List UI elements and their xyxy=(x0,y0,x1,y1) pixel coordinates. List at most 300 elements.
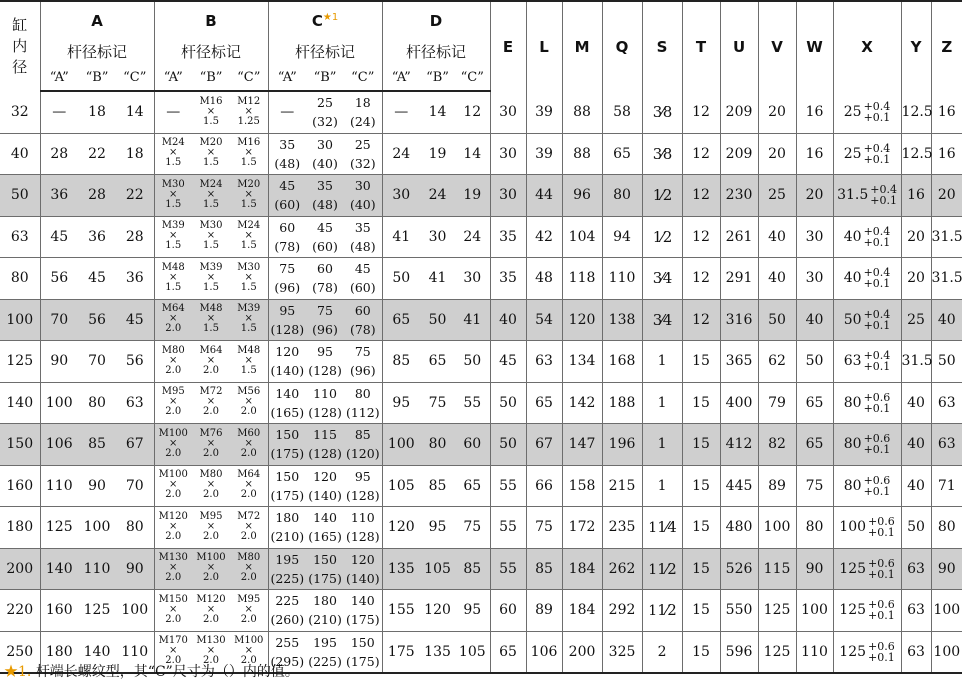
header-w: W xyxy=(796,1,833,91)
dim-c-cell xyxy=(306,590,344,632)
thread-spec-line: × xyxy=(244,396,253,408)
rod-mark-header: “A” xyxy=(154,64,192,91)
bore-cell: 180 xyxy=(0,507,40,549)
c-value-pair xyxy=(270,591,304,629)
thread-spec-line: 2.0 xyxy=(165,323,182,335)
thread-spec-line: M80 xyxy=(237,552,261,564)
dim-u-cell: 261 xyxy=(720,216,758,258)
thread-spec-line: M72 xyxy=(237,510,261,522)
dim-y-cell: 40 xyxy=(901,424,931,466)
dim-l-cell: 63 xyxy=(526,341,562,383)
thread-spec xyxy=(237,180,260,210)
dim-t-cell: 12 xyxy=(682,175,720,217)
c-value-pair xyxy=(274,218,300,256)
dim-e-cell: 30 xyxy=(490,175,526,217)
c-value-line: 140 xyxy=(313,510,337,526)
dim-a-cell: 56 xyxy=(116,341,154,383)
dim-x-cell xyxy=(833,91,901,133)
thread-spec xyxy=(200,97,223,127)
dim-u-cell: 445 xyxy=(720,465,758,507)
c-value-line: 120 xyxy=(275,344,300,360)
dim-z-cell: 100 xyxy=(931,590,962,632)
thread-spec-line: 2.0 xyxy=(165,406,182,418)
table-row xyxy=(0,341,962,383)
c-value-line: 35 xyxy=(279,136,296,152)
dim-e-cell: 45 xyxy=(490,341,526,383)
dim-b-cell xyxy=(154,341,192,383)
dim-m-cell: 118 xyxy=(562,258,602,300)
x-lower: +0.1 xyxy=(863,360,891,374)
dim-b-cell xyxy=(154,590,192,632)
table-row xyxy=(0,465,962,507)
dim-c-cell xyxy=(306,507,344,549)
table-row xyxy=(0,424,962,466)
dim-c-cell xyxy=(344,382,382,424)
thread-spec-line: 1.5 xyxy=(240,281,257,293)
dim-d-cell: 19 xyxy=(455,175,490,217)
x-lower: +0.1 xyxy=(863,484,891,498)
thread-spec-line: × xyxy=(206,396,216,408)
c-value-line: (60) xyxy=(312,238,338,254)
rod-mark-header: “A” xyxy=(268,64,306,91)
table-row xyxy=(0,216,962,258)
dim-v-cell: 82 xyxy=(758,424,796,466)
c-value-line: 35 xyxy=(317,178,333,194)
thread-spec xyxy=(237,512,260,542)
thread-spec-line: × xyxy=(244,603,253,615)
c-value-line: 30 xyxy=(354,178,371,194)
thread-spec-line: × xyxy=(244,479,253,491)
c-value-line: (112) xyxy=(345,404,380,420)
group-d-sub: 杆径标记 xyxy=(382,39,490,64)
c-value-line: (48) xyxy=(274,155,301,171)
thread-spec-line: × xyxy=(206,645,216,657)
thread-spec-line: M48 xyxy=(237,344,261,356)
c-value-pair xyxy=(312,301,338,339)
dim-e-cell: 65 xyxy=(490,631,526,673)
dim-c-cell xyxy=(268,216,306,258)
c-value-line: 95 xyxy=(279,302,296,318)
dim-a-cell: 56 xyxy=(78,299,116,341)
dim-a-cell: 110 xyxy=(40,465,78,507)
x-base: 40 xyxy=(843,270,862,287)
dim-d-cell: 24 xyxy=(455,216,490,258)
thread-spec xyxy=(237,346,260,376)
thread-spec-line: 1.5 xyxy=(203,198,219,210)
thread-spec-line: × xyxy=(206,520,216,532)
c-value-pair xyxy=(350,301,376,339)
dim-v-cell: 79 xyxy=(758,382,796,424)
c-value-line: (40) xyxy=(312,155,338,171)
c-value-pair xyxy=(270,342,304,380)
c-value-pair xyxy=(346,591,380,629)
c-value-line: 60 xyxy=(354,302,371,318)
thread-spec-line: × xyxy=(244,313,253,325)
dim-d-cell: 95 xyxy=(420,507,455,549)
dim-a-cell: 100 xyxy=(116,590,154,632)
s-fraction: 3⁄4 xyxy=(652,269,672,288)
thread-spec-line: M130 xyxy=(196,635,226,647)
dim-c-cell xyxy=(306,216,344,258)
c-value-pair xyxy=(308,384,342,422)
dim-s-cell xyxy=(642,548,682,590)
dim-w-cell: 65 xyxy=(796,424,833,466)
bore-cell: 140 xyxy=(0,382,40,424)
thread-spec xyxy=(237,470,260,500)
x-tolerance xyxy=(844,392,891,414)
dim-l-cell: 67 xyxy=(526,424,562,466)
dim-d-cell: 19 xyxy=(420,133,455,175)
bore-cell: 40 xyxy=(0,133,40,175)
thread-spec-line: M16 xyxy=(199,95,223,107)
bore-cell: 100 xyxy=(0,299,40,341)
thread-spec-line: 2.0 xyxy=(240,572,257,584)
dim-c-cell xyxy=(268,465,306,507)
thread-spec-line: × xyxy=(206,313,216,325)
thread-spec-line: 2.0 xyxy=(240,530,257,542)
dim-w-cell: 90 xyxy=(796,548,833,590)
dim-s-cell: 1 xyxy=(642,341,682,383)
c-value-line: 150 xyxy=(275,468,300,484)
dim-e-cell: 35 xyxy=(490,258,526,300)
x-lower: +0.1 xyxy=(863,318,891,332)
c-value-line: (128) xyxy=(308,363,342,379)
dim-a-cell: 100 xyxy=(40,382,78,424)
c-value-line: (128) xyxy=(308,446,342,462)
thread-spec-line: M95 xyxy=(199,510,223,522)
dim-d-cell: 100 xyxy=(382,424,420,466)
c-value-line: 30 xyxy=(317,136,333,152)
table-row xyxy=(0,258,962,300)
dim-d-cell: 60 xyxy=(455,424,490,466)
dim-e-cell: 35 xyxy=(490,216,526,258)
rod-mark-header: “B” xyxy=(192,64,230,91)
rod-mark-header: “C” xyxy=(230,64,268,91)
c-value-line: (210) xyxy=(308,612,342,628)
dim-b-cell xyxy=(230,548,268,590)
dim-d-cell: 12 xyxy=(455,91,490,133)
dim-d-cell: 24 xyxy=(420,175,455,217)
x-tolerance xyxy=(844,433,891,455)
dim-c-cell xyxy=(268,382,306,424)
c-value-pair xyxy=(274,176,300,214)
dim-c-cell xyxy=(344,548,382,590)
dim-z-cell: 100 xyxy=(931,631,962,673)
dim-s-cell xyxy=(642,175,682,217)
dim-m-cell: 184 xyxy=(562,590,602,632)
dim-q-cell: 188 xyxy=(602,382,642,424)
dim-l-cell: 54 xyxy=(526,299,562,341)
dim-c-cell xyxy=(344,590,382,632)
c-value-line: (225) xyxy=(270,570,305,586)
dim-t-cell: 15 xyxy=(682,590,720,632)
x-upper: +0.4 xyxy=(863,307,891,321)
thread-spec-line: M95 xyxy=(237,593,261,605)
dim-c-cell xyxy=(306,299,344,341)
thread-spec xyxy=(200,304,223,334)
c-value-line: (128) xyxy=(308,404,342,420)
dim-y-cell: 31.5 xyxy=(901,341,931,383)
x-tolerance xyxy=(839,599,894,621)
x-tolerance-values xyxy=(868,558,895,580)
thread-spec xyxy=(159,595,188,625)
thread-spec-line: 1.5 xyxy=(203,323,219,335)
dim-c-cell xyxy=(306,175,344,217)
c-value-pair xyxy=(308,467,342,505)
bore-cell: 125 xyxy=(0,341,40,383)
x-tolerance-values xyxy=(864,309,891,331)
dim-c-cell xyxy=(344,631,382,673)
dim-a-cell: 18 xyxy=(116,133,154,175)
dim-d-cell: 65 xyxy=(382,299,420,341)
dim-e-cell: 60 xyxy=(490,590,526,632)
thread-spec-line: 2.0 xyxy=(203,655,219,667)
dim-d-cell: 41 xyxy=(420,258,455,300)
dim-b-cell xyxy=(154,299,192,341)
s-fraction: 3⁄8 xyxy=(652,144,672,163)
thread-spec-line: × xyxy=(169,147,178,159)
thread-spec-line: × xyxy=(244,188,253,200)
dim-w-cell: 110 xyxy=(796,631,833,673)
c-value-line: 195 xyxy=(275,551,300,567)
dim-d-cell: 75 xyxy=(420,382,455,424)
x-tolerance-values xyxy=(868,599,895,621)
rod-mark-header: “C” xyxy=(455,64,490,91)
dim-b-cell xyxy=(192,590,230,632)
dim-x-cell xyxy=(833,507,901,549)
dim-e-cell: 50 xyxy=(490,382,526,424)
dim-u-cell: 550 xyxy=(720,590,758,632)
c-value-line: 18 xyxy=(354,95,371,111)
c-value-line: (175) xyxy=(345,612,380,628)
thread-spec-line: 1.5 xyxy=(240,240,257,252)
thread-spec xyxy=(200,387,223,417)
dim-d-cell: 30 xyxy=(420,216,455,258)
rod-mark-header: “A” xyxy=(382,64,420,91)
thread-spec-line: × xyxy=(206,188,216,200)
dim-l-cell: 85 xyxy=(526,548,562,590)
x-tolerance xyxy=(844,101,891,123)
dim-t-cell: 15 xyxy=(682,424,720,466)
x-lower: +0.1 xyxy=(863,152,891,166)
thread-spec-line: M72 xyxy=(199,386,223,398)
x-lower: +0.1 xyxy=(863,110,891,124)
dim-d-cell: — xyxy=(382,91,420,133)
thread-spec xyxy=(200,221,223,251)
dim-y-cell: 63 xyxy=(901,548,931,590)
thread-spec-line: × xyxy=(206,147,216,159)
thread-spec-line: M120 xyxy=(158,510,188,522)
group-header-d xyxy=(382,1,490,39)
thread-spec-line: M100 xyxy=(196,552,226,564)
c-value-pair xyxy=(346,467,380,505)
thread-spec-line: M20 xyxy=(237,178,261,190)
dim-t-cell: 15 xyxy=(682,382,720,424)
dim-s-cell xyxy=(642,299,682,341)
dim-z-cell: 80 xyxy=(931,507,962,549)
dim-b-cell xyxy=(192,133,230,175)
table-row xyxy=(0,382,962,424)
dim-a-cell: 106 xyxy=(40,424,78,466)
dim-a-cell: 36 xyxy=(78,216,116,258)
dim-l-cell: 106 xyxy=(526,631,562,673)
x-tolerance-values xyxy=(868,516,895,538)
thread-spec-line: 1.5 xyxy=(203,281,219,293)
thread-spec-line: M24 xyxy=(237,220,261,232)
dim-b-cell xyxy=(154,133,192,175)
dim-s-cell: 1 xyxy=(642,382,682,424)
c-value-line: (295) xyxy=(270,653,305,669)
c-value-line: (128) xyxy=(345,529,380,545)
dim-q-cell: 196 xyxy=(602,424,642,466)
c-value-pair xyxy=(350,93,376,131)
c-value-line: 60 xyxy=(317,261,333,277)
dim-y-cell: 20 xyxy=(901,258,931,300)
dim-d-cell: 75 xyxy=(455,507,490,549)
dim-c-cell xyxy=(306,91,344,133)
dim-a-cell: 70 xyxy=(116,465,154,507)
c-value-line: 150 xyxy=(350,634,375,650)
dim-d-cell: 14 xyxy=(420,91,455,133)
thread-spec-line: 1.5 xyxy=(165,240,182,252)
dim-c-cell xyxy=(344,341,382,383)
c-value-line: 110 xyxy=(313,385,337,401)
bore-cell: 50 xyxy=(0,175,40,217)
thread-spec xyxy=(200,470,223,500)
c-value-pair xyxy=(350,176,376,214)
dim-a-cell: — xyxy=(40,91,78,133)
dim-d-cell: 85 xyxy=(382,341,420,383)
thread-spec-line: × xyxy=(169,437,178,449)
x-tolerance xyxy=(839,641,894,663)
x-lower: +0.1 xyxy=(863,277,891,291)
dim-c-cell xyxy=(306,465,344,507)
thread-spec-line: M12 xyxy=(237,95,261,107)
c-value-pair xyxy=(308,342,342,380)
dim-c-cell xyxy=(344,424,382,466)
dim-d-cell: 120 xyxy=(420,590,455,632)
c-value-line: (24) xyxy=(349,114,376,130)
dim-a-cell: 36 xyxy=(40,175,78,217)
dim-l-cell: 75 xyxy=(526,507,562,549)
dim-c-cell xyxy=(344,175,382,217)
dim-d-cell: 155 xyxy=(382,590,420,632)
thread-spec-line: M80 xyxy=(161,344,185,356)
dim-s-cell xyxy=(642,507,682,549)
dim-b-cell xyxy=(192,382,230,424)
rod-mark-header: “C” xyxy=(344,64,382,91)
dim-c-cell xyxy=(268,175,306,217)
dim-u-cell: 291 xyxy=(720,258,758,300)
dim-z-cell: 20 xyxy=(931,175,962,217)
dim-d-cell: 65 xyxy=(420,341,455,383)
bore-header-label: 缸 内 径 xyxy=(12,16,28,76)
dim-u-cell: 400 xyxy=(720,382,758,424)
c-value-pair xyxy=(308,425,342,463)
dim-c-cell xyxy=(344,299,382,341)
thread-spec xyxy=(237,263,260,293)
dim-e-cell: 40 xyxy=(490,299,526,341)
c-value-line: (60) xyxy=(274,197,301,213)
dim-z-cell: 16 xyxy=(931,91,962,133)
thread-spec-line: 2.0 xyxy=(203,447,219,459)
dim-l-cell: 48 xyxy=(526,258,562,300)
dim-m-cell: 142 xyxy=(562,382,602,424)
dim-d-cell: 80 xyxy=(420,424,455,466)
x-base: 25 xyxy=(843,145,862,162)
dim-x-cell xyxy=(833,382,901,424)
x-base: 50 xyxy=(843,311,862,328)
dim-z-cell: 31.5 xyxy=(931,258,962,300)
c-value-pair xyxy=(308,591,342,629)
c-value-line: (128) xyxy=(270,321,305,337)
bore-cell: 220 xyxy=(0,590,40,632)
c-value-pair xyxy=(270,467,304,505)
thread-spec xyxy=(159,512,188,542)
dim-v-cell: 40 xyxy=(758,258,796,300)
dim-b-cell xyxy=(192,548,230,590)
x-tolerance xyxy=(837,184,897,206)
dim-y-cell: 63 xyxy=(901,590,931,632)
dim-m-cell: 158 xyxy=(562,465,602,507)
dim-a-cell: 22 xyxy=(116,175,154,217)
c-value-line: 115 xyxy=(313,427,337,443)
c-value-line: (175) xyxy=(270,487,305,503)
dim-c-cell xyxy=(344,216,382,258)
thread-spec-line: 2.0 xyxy=(165,447,182,459)
dim-d-cell: 50 xyxy=(382,258,420,300)
c-value-pair xyxy=(346,425,380,463)
group-b-letter: B xyxy=(205,11,217,30)
thread-spec-line: × xyxy=(169,313,178,325)
table-row xyxy=(0,133,962,175)
thread-spec-line: 2.0 xyxy=(165,530,182,542)
x-upper: +0.4 xyxy=(870,183,897,197)
dim-t-cell: 12 xyxy=(682,258,720,300)
x-tolerance-values xyxy=(868,641,895,663)
dim-q-cell: 65 xyxy=(602,133,642,175)
dim-d-cell: 24 xyxy=(382,133,420,175)
x-tolerance xyxy=(844,309,891,331)
c-value-line: 75 xyxy=(279,261,296,277)
dim-a-cell: 56 xyxy=(40,258,78,300)
thread-spec xyxy=(196,595,225,625)
dim-z-cell: 63 xyxy=(931,382,962,424)
c-value-line: 120 xyxy=(313,468,337,484)
dim-x-cell xyxy=(833,465,901,507)
table-row xyxy=(0,548,962,590)
thread-spec-line: M56 xyxy=(237,386,261,398)
dim-m-cell: 172 xyxy=(562,507,602,549)
c-value-pair xyxy=(312,135,338,173)
thread-spec xyxy=(237,387,260,417)
thread-spec xyxy=(162,346,185,376)
c-value-line: (96) xyxy=(349,363,376,379)
dim-y-cell: 12.5 xyxy=(901,133,931,175)
c-value-line: 85 xyxy=(354,427,371,443)
x-tolerance xyxy=(839,558,894,580)
x-tolerance xyxy=(844,350,891,372)
c-value-line: (48) xyxy=(312,197,338,213)
thread-spec-line: 2.0 xyxy=(203,489,219,501)
dim-q-cell: 325 xyxy=(602,631,642,673)
dim-a-cell: 90 xyxy=(78,465,116,507)
dim-c-cell xyxy=(344,133,382,175)
thread-spec-line: 2.0 xyxy=(240,447,257,459)
thread-spec-line: × xyxy=(169,396,178,408)
thread-spec-line: M120 xyxy=(196,593,226,605)
thread-spec-line: × xyxy=(244,230,253,242)
